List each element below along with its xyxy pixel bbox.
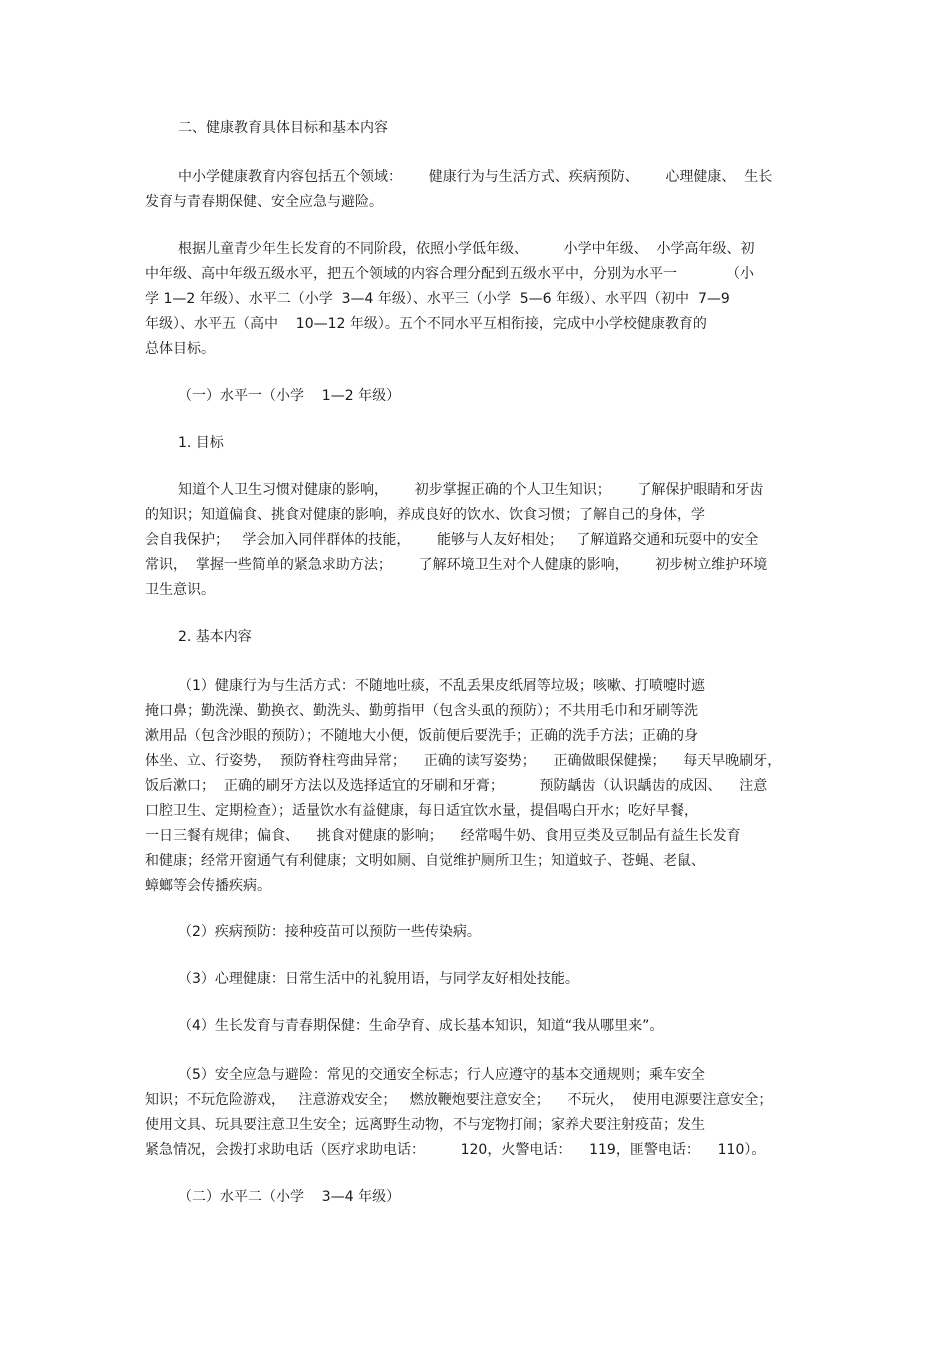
subsection-heading: 2. 基本内容 [178, 629, 252, 645]
subsection-heading: （二）水平二（小学 3—4 年级） [178, 1189, 401, 1205]
paragraph-line: （1）健康行为与生活方式：不随地吐痰，不乱丢果皮纸屑等垃圾；咳嗽、打喷嚏时遮 [178, 678, 705, 694]
section-heading: 二、健康教育具体目标和基本内容 [178, 120, 388, 136]
paragraph-line: 和健康；经常开窗通气有利健康；文明如厕、自觉维护厕所卫生；知道蚊子、苍蝇、老鼠、 [145, 853, 705, 869]
paragraph-line: （5）安全应急与避险：常见的交通安全标志；行人应遵守的基本交通规则；乘车安全 [178, 1067, 705, 1083]
paragraph-line: （4）生长发育与青春期保健：生命孕育、成长基本知识，知道“我从哪里来”。 [178, 1018, 664, 1034]
paragraph-line: （2）疾病预防：接种疫苗可以预防一些传染病。 [178, 924, 481, 940]
paragraph-line: 的知识；知道偏食、挑食对健康的影响，养成良好的饮水、饮食习惯；了解自己的身体，学 [145, 507, 705, 523]
paragraph-line: 掩口鼻；勤洗澡、勤换衣、勤洗头、勤剪指甲（包含头虱的预防）；不共用毛巾和牙刷等洗 [145, 703, 698, 719]
paragraph-line: 年级）、水平五（高中 10—12 年级）。五个不同水平互相衔接，完成中小学校健康教育的 [145, 316, 707, 332]
paragraph-line: 总体目标。 [145, 341, 215, 357]
paragraph-line: 知道个人卫生习惯对健康的影响， 初步掌握正确的个人卫生知识； 了解保护眼睛和牙齿 [178, 482, 764, 498]
paragraph-line: 发育与青春期保健、安全应急与避险。 [145, 194, 383, 210]
paragraph-line: 漱用品（包含沙眼的预防）；不随地大小便，饭前便后要洗手；正确的洗手方法；正确的身 [145, 728, 698, 744]
paragraph-line: 会自我保护； 学会加入同伴群体的技能， 能够与人友好相处； 了解道路交通和玩耍中的安全 [145, 532, 759, 548]
paragraph-line: 体坐、立、行姿势， 预防脊柱弯曲异常； 正确的读写姿势； 正确做眼保健操； 每天早晚刷牙， [145, 753, 782, 769]
paragraph-line: 根据儿童青少年生长发育的不同阶段，依照小学低年级、 小学中年级、 小学高年级、初 [178, 241, 755, 257]
paragraph-line: 口腔卫生、定期检查）；适量饮水有益健康，每日适宜饮水量，提倡喝白开水；吃好早餐， [145, 803, 698, 819]
paragraph-line: 常识， 掌握一些简单的紧急求助方法； 了解环境卫生对个人健康的影响， 初步树立维护环境 [145, 557, 768, 573]
paragraph-line: 使用文具、玩具要注意卫生安全；远离野生动物，不与宠物打闹；家养犬要注射疫苗；发生 [145, 1117, 705, 1133]
paragraph-line: 中年级、高中年级五级水平，把五个领域的内容合理分配到五级水平中，分别为水平一 （小 [145, 266, 754, 282]
paragraph-line: 饭后漱口； 正确的刷牙方法以及选择适宜的牙刷和牙膏； 预防龋齿（认识龋齿的成因、 注意 [145, 778, 768, 794]
paragraph-line: 紧急情况，会拨打求助电话（医疗求助电话： 120，火警电话： 119，匪警电话： 110）。 [145, 1142, 766, 1158]
subsection-heading: （一）水平一（小学 1—2 年级） [178, 388, 401, 404]
paragraph-line: 中小学健康教育内容包括五个领域： 健康行为与生活方式、疾病预防、 心理健康、 生长 [178, 169, 773, 185]
paragraph-line: 卫生意识。 [145, 582, 215, 598]
paragraph-line: 一日三餐有规律；偏食、 挑食对健康的影响； 经常喝牛奶、食用豆类及豆制品有益生长发育 [145, 828, 741, 844]
paragraph-line: 学 1—2 年级）、水平二（小学 3—4 年级）、水平三（小学 5—6 年级）、水平四（初中 7—9 [145, 291, 730, 307]
paragraph-line: （3）心理健康：日常生活中的礼貌用语，与同学友好相处技能。 [178, 971, 579, 987]
subsection-heading: 1. 目标 [178, 435, 224, 451]
paragraph-line: 知识；不玩危险游戏， 注意游戏安全； 燃放鞭炮要注意安全； 不玩火， 使用电源要注意安全； [145, 1092, 773, 1108]
paragraph-line: 蟑螂等会传播疾病。 [145, 878, 271, 894]
